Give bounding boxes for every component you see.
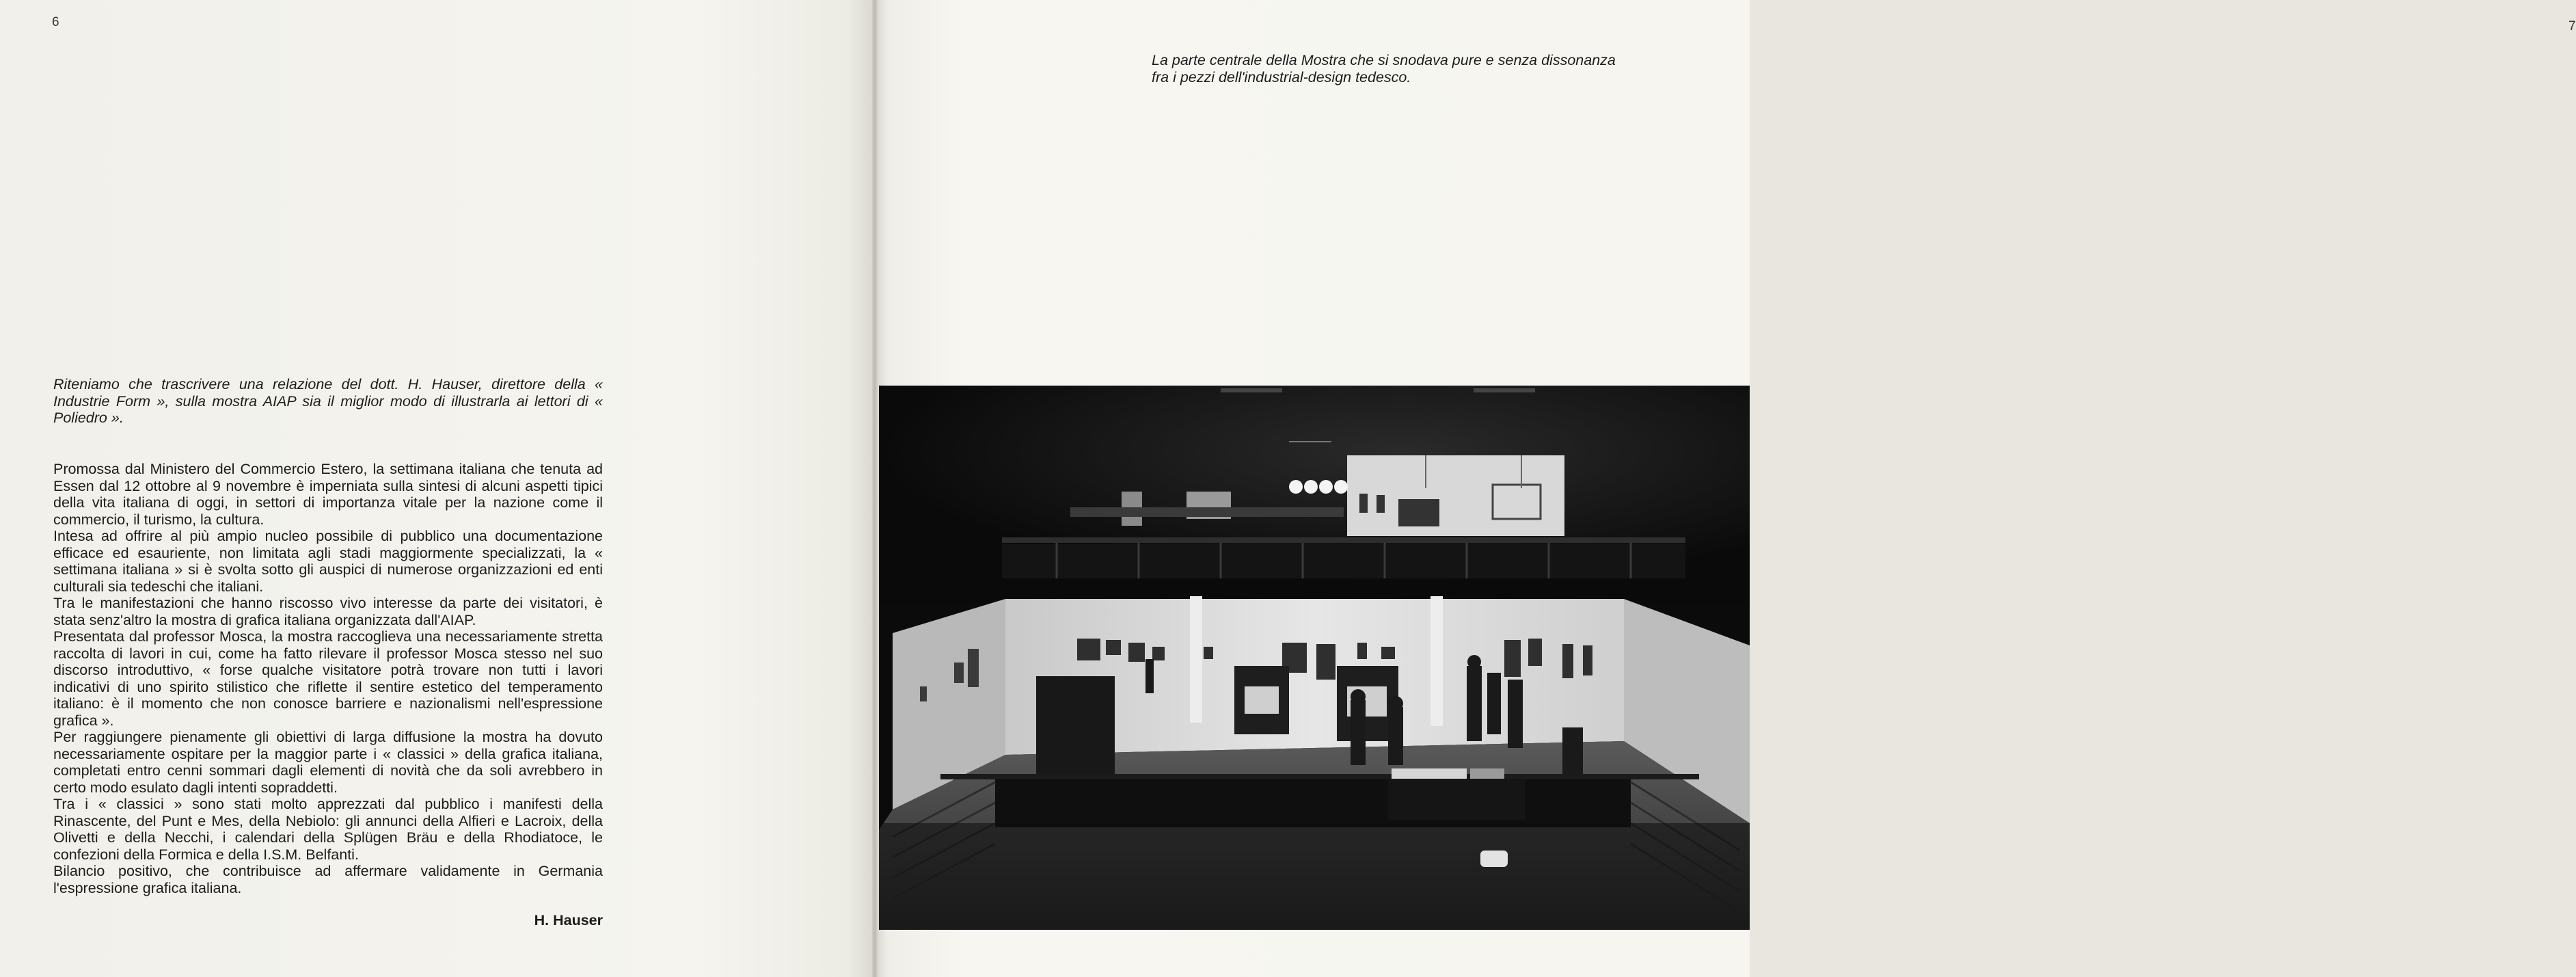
page-number-left: 6 <box>52 15 59 29</box>
page-number-right: 7 <box>2568 19 2576 34</box>
author-signature: H. Hauser <box>534 912 603 928</box>
body-paragraph: Presentata dal professor Mosca, la mostra raccoglieva una necessariamente stretta raccolta di lavori in cui, come ha fatto rilevare il professor Mosca stesso nel suo discorso introduttivo, « forse qualche visitatore potrà trovare non tutti i lavori indicativi di uno spirito stilistico che riflette il sentire estetico del temperamento italiano: è il momento che non conosce barriere e nazionalismi nell'espressione grafica ». <box>53 628 603 729</box>
book-gutter <box>872 0 878 977</box>
photo-caption: La parte centrale della Mostra che si snodava pure e senza dissonanza fra i pezzi dell'industrial-design tedesco. <box>1152 52 1616 85</box>
intro-paragraph: Riteniamo che trascrivere una relazione del dott. H. Hauser, direttore della « Industrie Form », sulla mostra AIAP sia il miglior modo di illustrarla ai lettori di « Poliedro ». <box>53 376 603 426</box>
exhibition-photo <box>879 386 1750 930</box>
left-page <box>0 0 875 977</box>
body-paragraph: Tra i « classici » sono stati molto apprezzati dal pubblico i manifesti della Rinascente, del Punt e Mes, della Nebiolo: gli annunci della Alfieri e Lacroix, della Olivetti e della Necchi, i calendari della Splügen Bräu e della Rhodiatoce, le confezioni della Formica e della I.S.M. Belfanti. <box>53 796 603 863</box>
body-paragraph: Bilancio positivo, che contribuisce ad affermare validamente in Germania l'espressione grafica italiana. <box>53 863 603 896</box>
body-paragraph: Promossa dal Ministero del Commercio Estero, la settimana italiana che tenuta ad Essen dal 12 ottobre al 9 novembre è imperniata sulla sintesi di alcuni aspetti tipici della vita italiana di oggi, in settori di importanza vitale per la nazione come il commercio, il turismo, la cultura. <box>53 461 603 528</box>
article-body <box>53 461 603 896</box>
body-paragraph: Per raggiungere pienamente gli obiettivi di larga diffusione la mostra ha dovuto necessariamente ospitare per la maggior parte i « classici » della grafica italiana, completati entro cenni sommari dagli elementi di novità che da soli avrebbero in certo modo esulato dagli intenti sopraddetti. <box>53 729 603 796</box>
body-paragraph: Intesa ad offrire al più ampio nucleo possibile di pubblico una documentazione efficace ed esauriente, non limitata agli stadi maggiormente specializzati, la « settimana italiana » si è svolta sotto gli auspici di numerose organizzazioni ed enti culturali sia tedeschi che italiani. <box>53 528 603 595</box>
body-paragraph: Tra le manifestazioni che hanno riscosso vivo interesse da parte dei visitatori, è stata senz'altro la mostra di grafica italiana organizzata dall'AIAP. <box>53 595 603 628</box>
